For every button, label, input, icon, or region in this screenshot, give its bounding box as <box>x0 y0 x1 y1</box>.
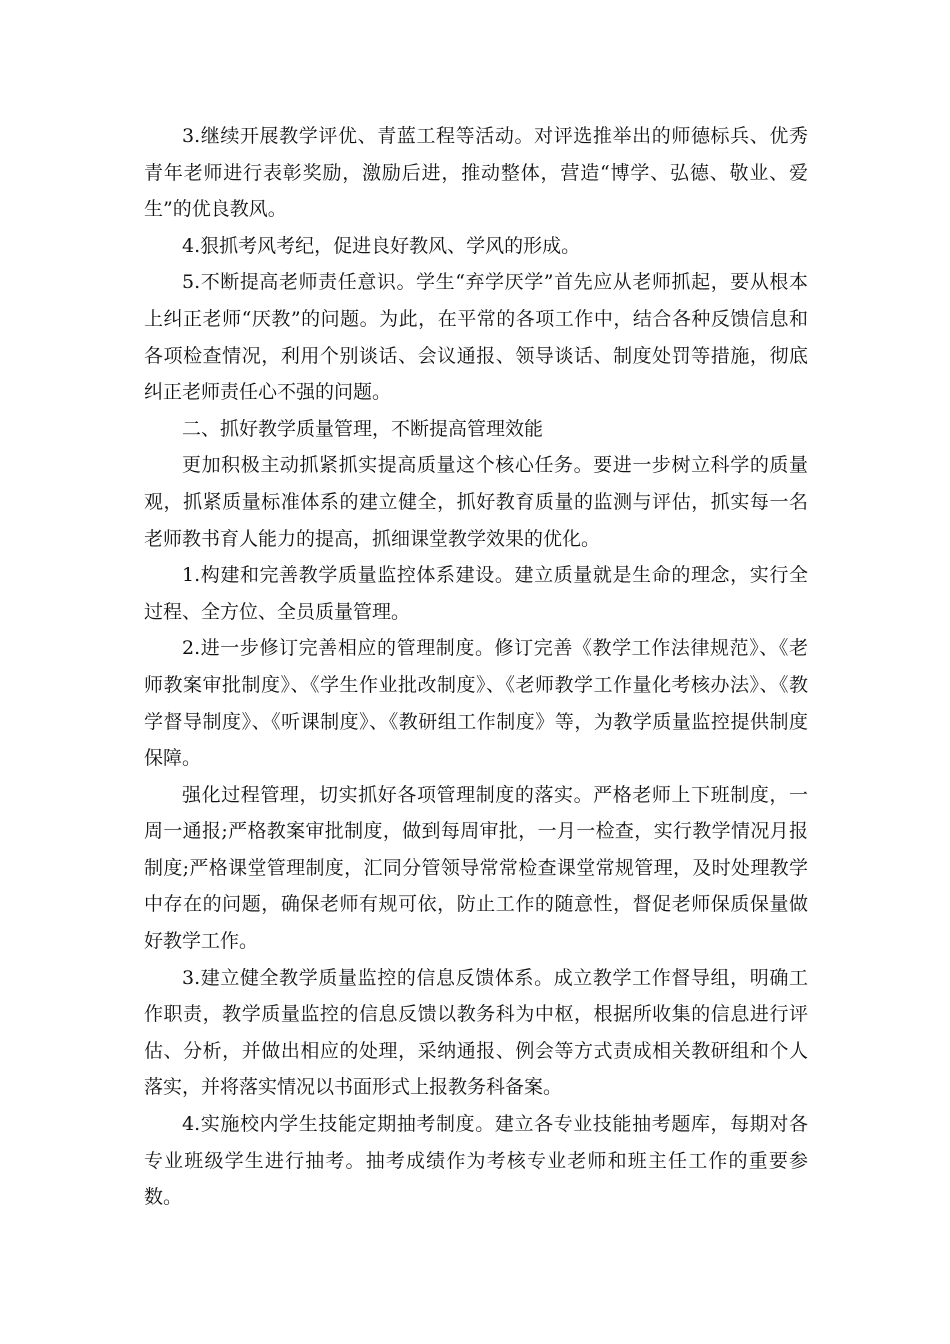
paragraph-skills-exam: 4.实施校内学生技能定期抽考制度。建立各专业技能抽考题库，每期对各专业班级学生进行抽考。抽考成绩作为考核专业老师和班主任工作的重要参数。 <box>144 1113 808 1209</box>
paragraph-feedback-system: 3.建立健全教学质量监控的信息反馈体系。成立教学工作督导组，明确工作职责，教学质量监控的信息反馈以教务科为中枢，根据所收集的信息进行评估、分析，并做出相应的处理，采纳通报、例会等方式责成相关教研组和个人落实，并将落实情况以书面形式上报教务科备案。 <box>144 966 808 1099</box>
document-page <box>144 118 808 1216</box>
paragraph-teacher-responsibility: 5.不断提高老师责任意识。学生“弃学厌学”首先应从老师抓起，要从根本上纠正老师“厌教”的问题。为此，在平常的各项工作中，结合各种反馈信息和各项检查情况，利用个别谈话、会议通报、领导谈话、制度处罚等措施，彻底纠正老师责任心不强的问题。 <box>144 271 808 404</box>
paragraph-monitoring-system: 1.构建和完善教学质量监控体系建设。建立质量就是生命的理念，实行全过程、全方位、全员质量管理。 <box>144 564 808 623</box>
paragraph-evaluation-activities: 3.继续开展教学评优、青蓝工程等活动。对评选推举出的师德标兵、优秀青年老师进行表彰奖励，激励后进，推动整体，营造“博学、弘德、敬业、爱生”的优良教风。 <box>144 125 808 221</box>
paragraph-exam-discipline: 4.狠抓考风考纪，促进良好教风、学风的形成。 <box>182 234 581 257</box>
paragraph-management-rules: 2.进一步修订完善相应的管理制度。修订完善《教学工作法律规范》、《老师教案审批制度》、《学生作业批改制度》、《老师教学工作量化考核办法》、《教学督导制度》、《听课制度》、《教研组工作制度》等，为教学质量监控提供制度保障。 <box>144 637 808 770</box>
paragraph-quality-core-task: 更加积极主动抓紧抓实提高质量这个核心任务。要进一步树立科学的质量观，抓紧质量标准体系的建立健全，抓好教育质量的监测与评估，抓实每一名老师教书育人能力的提高，抓细课堂教学效果的优化。 <box>144 454 808 550</box>
paragraph-process-management: 强化过程管理，切实抓好各项管理制度的落实。严格老师上下班制度，一周一通报;严格教案审批制度，做到每周审批，一月一检查，实行教学情况月报制度;严格课堂管理制度，汇同分管领导常常检查课堂常规管理，及时处理教学中存在的问题，确保老师有规可依，防止工作的随意性，督促老师保质保量做好教学工作。 <box>144 783 808 953</box>
section-heading-quality-management: 二、抓好教学质量管理，不断提高管理效能 <box>182 417 544 440</box>
